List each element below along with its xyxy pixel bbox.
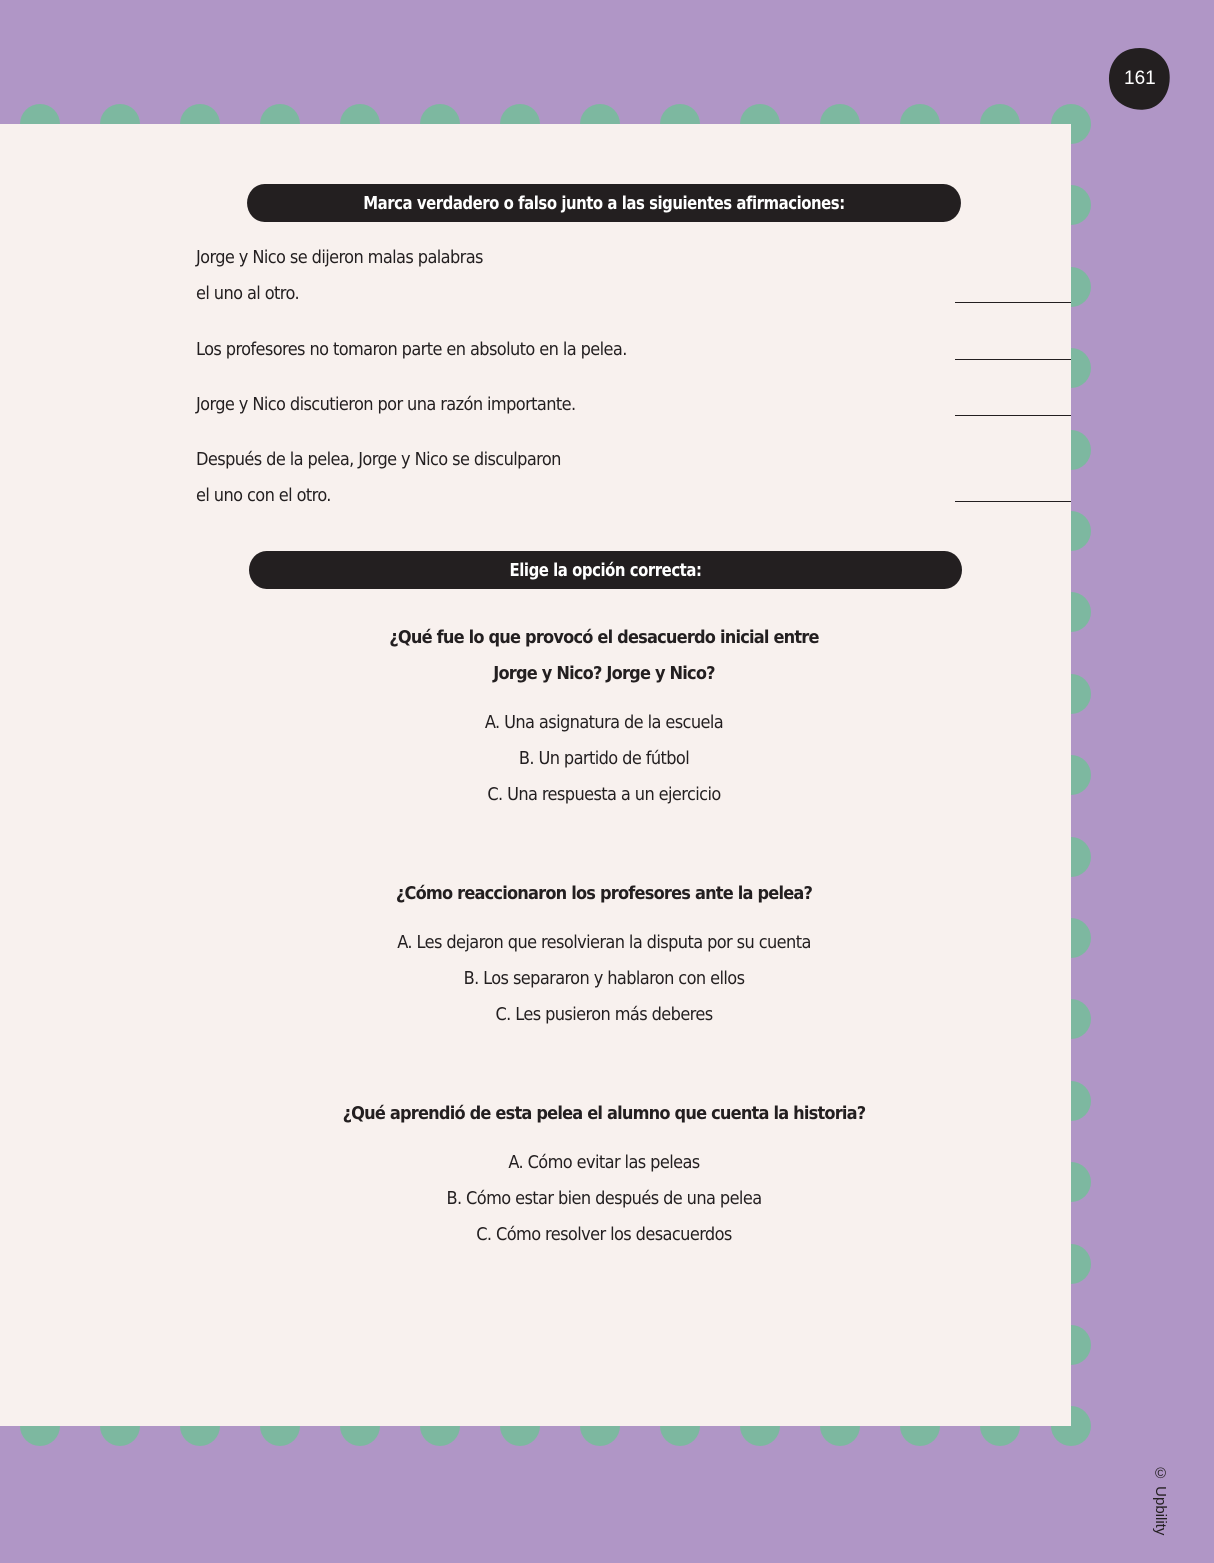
question-text: ¿Qué aprendió de esta pelea el alumno que cuenta la historia?: [342, 1103, 866, 1124]
statement-line: Jorge y Nico se dijeron malas palabras: [196, 247, 483, 268]
section-true-false-header: Marca verdadero o falso junto a las siguientes afirmaciones:: [247, 184, 961, 222]
option-a[interactable]: A. Una asignatura de la escuela: [484, 712, 724, 733]
statement-4: [196, 442, 561, 514]
option-a[interactable]: A. Cómo evitar las peleas: [508, 1152, 700, 1173]
option-c[interactable]: C. Les pusieron más deberes: [495, 1004, 713, 1025]
section-multiple-choice-header: Elige la opción correcta:: [249, 551, 962, 589]
statement-line: Los profesores no tomaron parte en absoluto en la pelea.: [196, 339, 627, 360]
statement-line: el uno al otro.: [196, 283, 299, 304]
question-text: Jorge y Nico? Jorge y Nico?: [493, 663, 715, 684]
answer-line-4[interactable]: [955, 501, 1071, 502]
option-c[interactable]: C. Una respuesta a un ejercicio: [487, 784, 721, 805]
page-number: 161: [1123, 68, 1156, 90]
question-3: [0, 1096, 1208, 1253]
option-c[interactable]: C. Cómo resolver los desacuerdos: [476, 1224, 732, 1245]
statement-1: [196, 240, 483, 312]
statement-line: el uno con el otro.: [196, 485, 331, 506]
question-text: ¿Qué fue lo que provocó el desacuerdo inicial entre: [389, 627, 819, 648]
question-text: ¿Cómo reaccionaron los profesores ante la pelea?: [395, 883, 813, 904]
statement-line: Después de la pelea, Jorge y Nico se disculparon: [196, 449, 561, 470]
answer-line-2[interactable]: [955, 359, 1071, 360]
answer-line-3[interactable]: [955, 415, 1071, 416]
statement-3: [196, 387, 576, 423]
option-a[interactable]: A. Les dejaron que resolvieran la disputa por su cuenta: [397, 932, 811, 953]
option-b[interactable]: B. Los separaron y hablaron con ellos: [463, 968, 745, 989]
option-b[interactable]: B. Un partido de fútbol: [518, 748, 690, 769]
option-b[interactable]: B. Cómo estar bien después de una pelea: [446, 1188, 762, 1209]
answer-line-1[interactable]: [955, 302, 1071, 303]
question-2: [0, 876, 1208, 1033]
statement-2: [196, 332, 627, 368]
question-1: [0, 620, 1208, 813]
statement-line: Jorge y Nico discutieron por una razón importante.: [196, 394, 576, 415]
page-number-badge: [1105, 44, 1174, 114]
copyright: © Upbility: [1152, 1465, 1169, 1536]
